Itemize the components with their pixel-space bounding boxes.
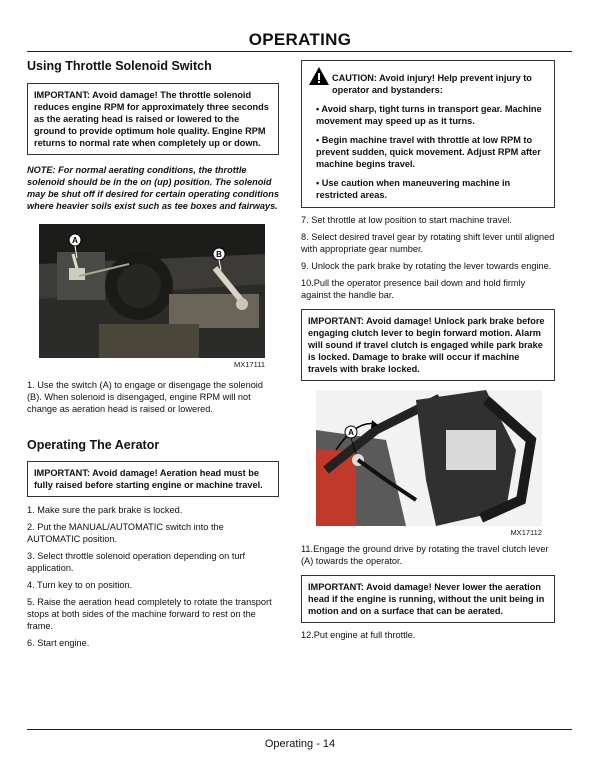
right-column [301,60,555,641]
step-6: 6. Start engine. [27,638,90,648]
step-7: 7. Set throttle at low position to start machine travel. [301,215,512,225]
caution-bullet-3: • Use caution when maneuvering machine in restricted areas. [316,178,511,200]
step-5: 5. Raise the aeration head completely to rotate the transport stops at both sides of the machine forward to rest on the frame. [27,597,272,631]
step-4: 4. Turn key to on position. [27,580,133,590]
clutch-photo [316,390,542,526]
important-box-aerator: IMPORTANT: Avoid damage! Aeration head must be fully raised before starting engine or machine travel. [27,461,279,497]
step-3: 3. Select throttle solenoid operation depending on turf application. [27,551,246,573]
note-paragraph: NOTE: For normal aerating conditions, the throttle solenoid should be in the on (up) position. The solenoid may be shut off if desired for certain operating conditions where heavier soils exist such as tee boxes and fairways. [27,165,280,211]
step-12: 12.Put engine at full throttle. [301,630,416,640]
section-title-aerator: Operating The Aerator [27,438,160,452]
page-title: OPERATING [248,30,352,49]
footer-rule [27,729,572,730]
section-title-throttle: Using Throttle Solenoid Switch [27,59,212,73]
warning-triangle-icon [308,66,330,86]
caution-box [301,60,555,208]
solenoid-photo [39,224,265,358]
important-box-aeration-head: IMPORTANT: Avoid damage! Never lower the aeration head if the engine is running, without the unit being in motion and on a surface that can be aerated. [301,575,555,623]
caution-title: CAUTION: Avoid injury! Help prevent injury to operator and bystanders: [332,73,532,95]
step-8: 8. Select desired travel gear by rotating shift lever until aligned with appropriate gear number. [301,232,555,254]
photo-clutch-lever [316,390,542,526]
important-box-throttle: IMPORTANT: Avoid damage! The throttle solenoid reduces engine RPM for approximately three seconds as the aerating head is raised or lowered to the ground to provide optimum hole quality. Engine RPM returns to normal rate when completely up or down. [27,83,279,155]
caution-bullet-2: • Begin machine travel with throttle at low RPM to prevent sudden, quick movement. Adjust RPM after machine begins travel. [316,135,541,169]
important-box-brake: IMPORTANT: Avoid damage! Unlock park brake before engaging clutch lever to begin forward motion. Alarm will sound if travel clutch is engaged while park brake is locked. Damage to brake will occur if machine travels with brake locked. [301,309,555,381]
step-11: 11.Engage the ground drive by rotating the travel clutch lever (A) towards the operator. [301,544,549,566]
photo-label-a: A [72,236,78,245]
step-2: 2. Put the MANUAL/AUTOMATIC switch into the AUTOMATIC position. [27,522,224,544]
photo-caption-2: MX17112 [510,528,542,537]
step-9: 9. Unlock the park brake by rotating the lever towards engine. [301,261,552,271]
photo-label-a-2: A [348,428,354,437]
header-rule [27,51,572,52]
photo-label-b: B [216,250,222,259]
caution-header [308,66,549,96]
page-footer: Operating - 14 [264,738,336,750]
step-1: 1. Make sure the park brake is locked. [27,505,183,515]
left-column [27,60,279,649]
caution-bullet-1: • Avoid sharp, tight turns in transport gear. Machine movement may speed up as it turns. [316,104,542,126]
step-10: 10.Pull the operator presence bail down and hold firmly against the handle bar. [301,278,526,300]
solenoid-instruction: 1. Use the switch (A) to engage or disengage the solenoid (B). When solenoid is disengaged, engine RPM will not change as aeration head is raised or lowered. [27,380,263,414]
photo-throttle-solenoid [39,224,265,358]
photo-caption-1: MX17111 [234,360,265,369]
